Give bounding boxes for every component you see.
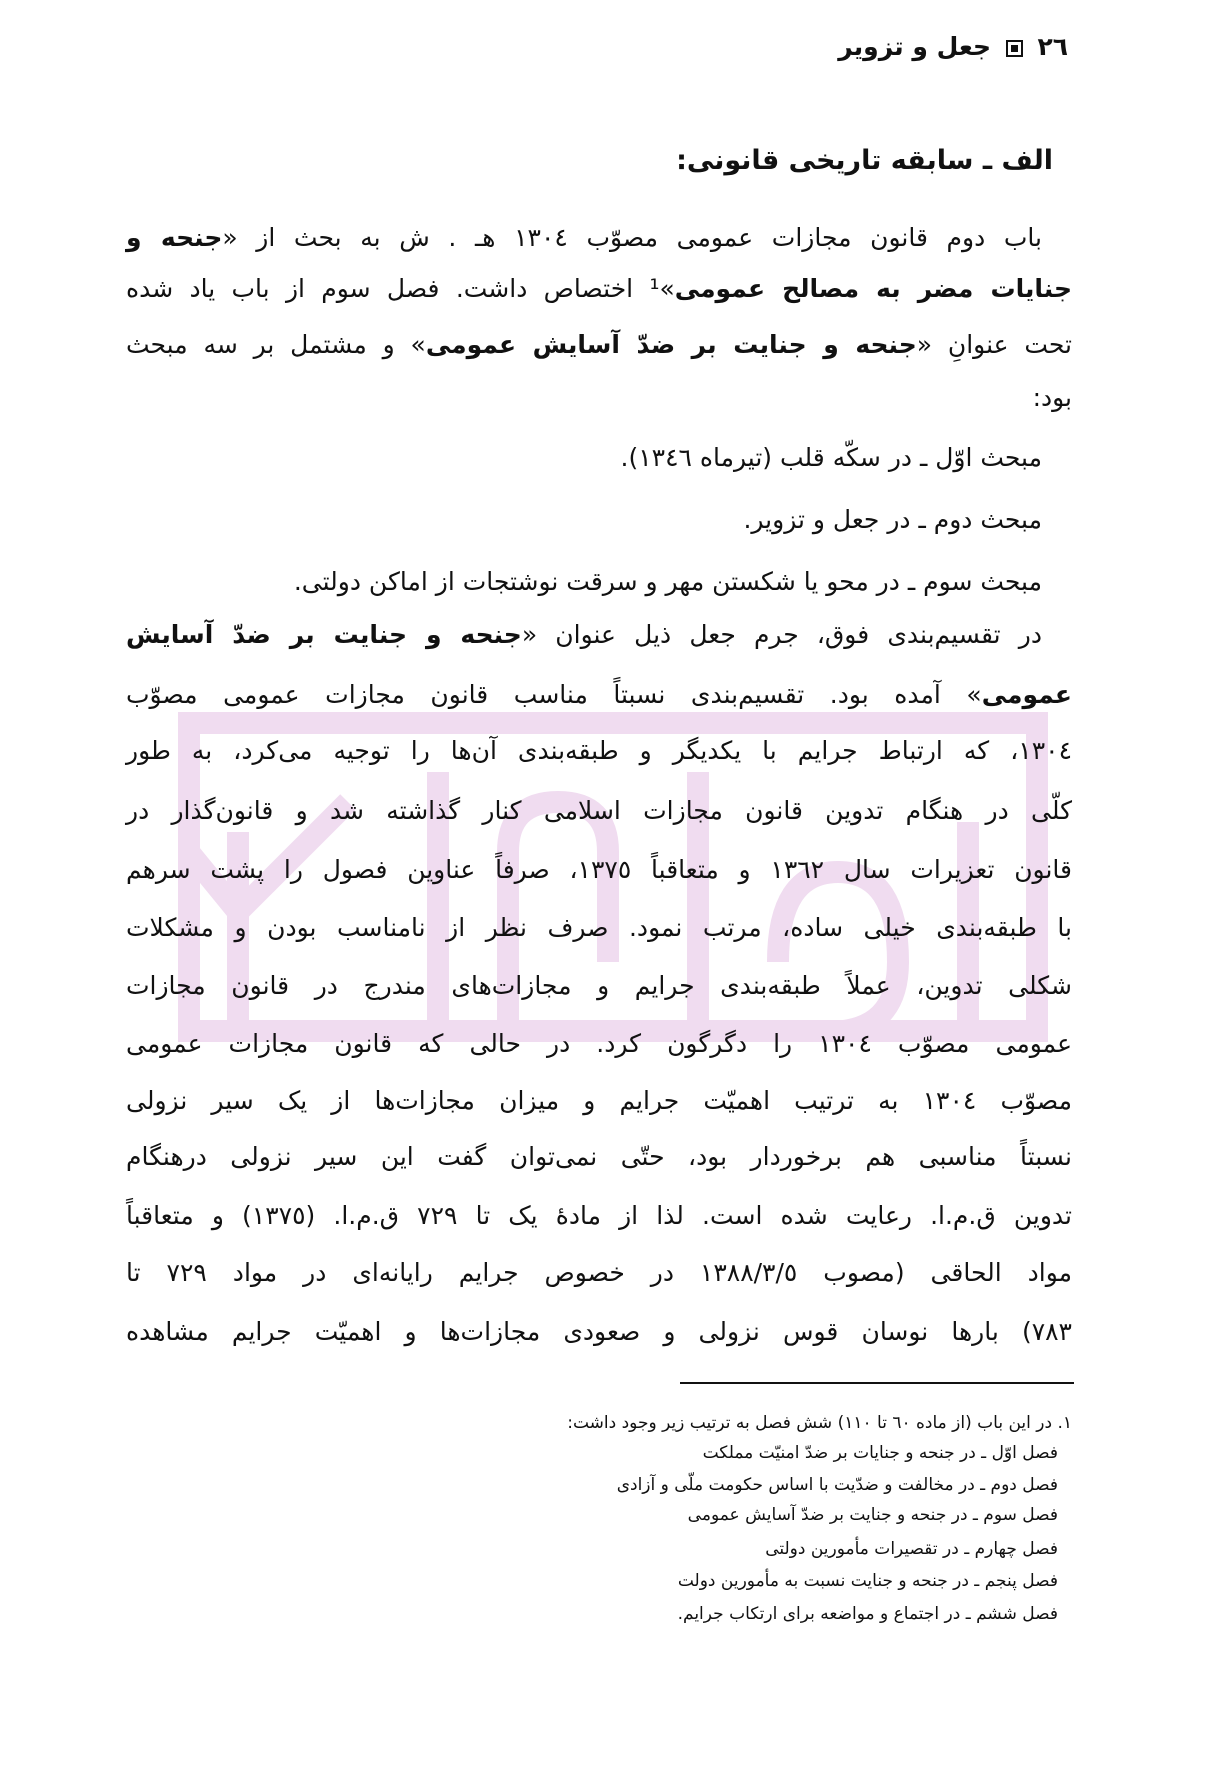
text-segment: قانون تعزیرات سال ١٣٦٢ و متعاقباً ١٣٧٥، صرفاً عناوین فصول را پشت سرهم [126, 855, 1073, 884]
footnote-separator [680, 1382, 1074, 1384]
bold-phrase: جنحه و [126, 223, 223, 252]
body-line [126, 1312, 1072, 1352]
body-line [126, 438, 1042, 478]
bold-phrase: جنحه و جنایت بر ضدّ آسایش عمومی [425, 330, 917, 359]
text-segment: مصوّب ١٣٠٤ به ترتیب اهمیّت جرایم و میزان مجازات‌ها از یک سیر نزولی [126, 1086, 1072, 1115]
body-line [126, 325, 1072, 365]
footnote-item: فصل پنجم ـ در جنحه و جنایت نسبت به مأمورین دولت [677, 1571, 1058, 1591]
body-line [126, 966, 1072, 1006]
running-title: جعل و تزویر [838, 32, 992, 61]
text-segment: تدوین ق.م.ا. رعایت شده است. لذا از مادهٔ یک تا ٧٢٩ ق.م.ا. (١٣٧٥) و متعاقباً [126, 1201, 1072, 1230]
text-segment: در تقسیم‌بندی فوق، جرم جعل ذیل عنوان « [521, 620, 1042, 649]
body-line [126, 562, 1042, 602]
body-line [126, 269, 1072, 309]
body-line [126, 850, 1072, 890]
text-segment: مبحث دوم ـ در جعل و تزویر. [743, 505, 1042, 534]
bold-phrase: جنایات مضر به مصالح عمومی [674, 274, 1072, 303]
text-segment: تحت عنوانِ « [916, 330, 1073, 359]
bold-phrase: عمومی [981, 680, 1072, 709]
text-segment: ١٣٠٤، که ارتباط جرایم با یکدیگر و طبقه‌بندی آن‌ها را توجیه می‌کرد، به طور [126, 736, 1072, 765]
text-segment: مبحث سوم ـ در محو یا شکستن مهر و سرقت نوشتجات از اماکن دولتی. [293, 567, 1042, 596]
section-heading: الف ـ سابقه تاریخی قانونی: [676, 145, 1053, 176]
text-segment: عمومی مصوّب ١٣٠٤ را دگرگون کرد. در حالی که قانون مجازات عمومی [126, 1029, 1072, 1058]
text-segment: با طبقه‌بندی خیلی ساده، مرتب نمود. صرف نظر از نامناسب بودن و مشکلات [126, 913, 1072, 942]
body-line [126, 1024, 1072, 1064]
text-segment: شکلی تدوین، عملاً طبقه‌بندی جرایم و مجازات‌های مندرج در قانون مجازات [126, 971, 1072, 1000]
footnote-item: فصل اوّل ـ در جنحه و جنایات بر ضدّ امنیّت مملکت [702, 1443, 1058, 1463]
page-number: ٢٦ [1037, 32, 1068, 61]
body-line [126, 908, 1072, 948]
text-segment: »¹ اختصاص داشت. فصل سوم از باب یاد شده [126, 274, 675, 303]
footnote-item: فصل دوم ـ در مخالفت و ضدّیت با اساس حکومت ملّی و آزادی [616, 1475, 1058, 1495]
square-bullet-icon [1006, 40, 1023, 57]
body-line [126, 615, 1042, 655]
text-segment: » آمده بود. تقسیم‌بندی نسبتاً مناسب قانون مجازات عمومی مصوّب [126, 680, 982, 709]
footnote-item: فصل چهارم ـ در تقصیرات مأمورین دولتی [765, 1539, 1058, 1559]
body-line [126, 731, 1072, 771]
body-line [126, 1137, 1072, 1177]
body-line [126, 1196, 1072, 1236]
text-segment: » و مشتمل بر سه مبحث [126, 330, 426, 359]
body-line [126, 218, 1042, 258]
body-line [126, 1253, 1072, 1293]
body-line [126, 1081, 1072, 1121]
body-line [126, 675, 1072, 715]
body-line [126, 791, 1072, 831]
body-line [126, 378, 1072, 418]
running-header [838, 32, 1068, 61]
footnote-1: ١. در این باب (از ماده ٦٠ تا ١١٠) شش فصل به ترتیب زیر وجود داشت: [567, 1413, 1072, 1433]
footnote-item: فصل سوم ـ در جنحه و جنایت بر ضدّ آسایش عمومی [687, 1505, 1058, 1525]
text-segment: مواد الحاقی (مصوب ١٣٨٨/٣/٥ در خصوص جرایم رایانه‌ای در مواد ٧٢٩ تا [126, 1258, 1072, 1287]
text-segment: مبحث اوّل ـ در سکّه قلب (تیرماه ١٣٤٦). [620, 443, 1042, 472]
text-segment: نسبتاً مناسبی هم برخوردار بود، حتّی نمی‌توان گفت این سیر نزولی درهنگام [126, 1142, 1072, 1171]
text-segment: بود: [1032, 383, 1072, 412]
text-segment: ٧٨٣) بارها نوسان قوس نزولی و صعودی مجازات‌ها و اهمیّت جرایم مشاهده [126, 1317, 1072, 1346]
bold-phrase: جنحه و جنایت بر ضدّ آسایش [126, 620, 522, 649]
text-segment: کلّی در هنگام تدوین قانون مجازات اسلامی کنار گذاشته شد و قانون‌گذار در [126, 796, 1072, 825]
text-segment: باب دوم قانون مجازات عمومی مصوّب ١٣٠٤ هـ . ش به بحث از « [222, 223, 1042, 252]
footnote-item: فصل ششم ـ در اجتماع و مواضعه برای ارتکاب جرایم. [677, 1604, 1058, 1624]
body-line [126, 500, 1042, 540]
